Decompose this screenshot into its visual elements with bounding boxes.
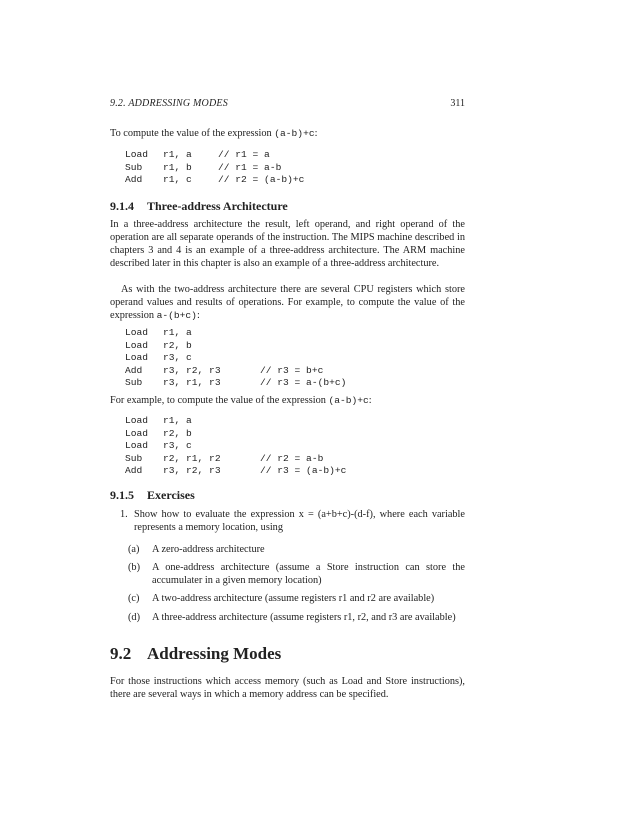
paragraph-example-2: [110, 394, 465, 407]
subitem-label: (a): [128, 544, 140, 556]
code-args: r3, c: [163, 352, 192, 363]
code-op: Add: [125, 174, 143, 185]
paragraph-text: As with the two-address architecture there are several CPU registers which store operand values and results of operations. For example, to compute the value of the expression: [110, 284, 465, 322]
subitem-text: A three-address architecture (assume registers r1, r2, and r3 are available): [152, 611, 456, 623]
exercise-subitem: [110, 561, 465, 587]
code-op: Load: [125, 327, 149, 338]
code-args: r2, b: [163, 339, 192, 351]
code-args: r3, c: [163, 440, 192, 451]
section-heading-9-1-5: [110, 488, 195, 503]
code-args: r1, a: [163, 149, 192, 160]
code-op: Load: [125, 427, 149, 439]
section-number: 9.1.5: [110, 488, 134, 502]
code-op: Load: [125, 339, 149, 351]
intro-expression: (a-b)+c: [274, 128, 315, 139]
exercise-subitem: [110, 592, 465, 605]
code-comment: // r3 = (a-b)+c: [260, 465, 347, 476]
code-comment: // r1 = a: [218, 149, 270, 160]
code-op: Load: [125, 352, 149, 363]
exercise-subitem: [110, 611, 465, 624]
paragraph-addressing-modes: For those instructions which access memory (such as Load and Store instructions), there are several ways in which a memory address can be specified.: [110, 676, 465, 701]
code-op: Sub: [125, 452, 143, 464]
intro-text: To compute the value of the expression: [110, 128, 275, 139]
subitem-text: A one-address architecture (assume a Store instruction can store the accumulater in a given memory location): [152, 562, 465, 587]
subitem-label: (d): [128, 611, 141, 623]
code-comment: // r1 = a-b: [218, 161, 282, 173]
exercise-number: 1.: [120, 509, 128, 520]
subitem-text: A zero-address architecture: [152, 544, 265, 556]
section-heading-9-1-4: [110, 199, 288, 214]
section-number: 9.1.4: [110, 199, 134, 213]
code-comment: // r2 = a-b: [260, 452, 324, 464]
intro-colon: :: [314, 128, 318, 139]
paragraph-text: For example, to compute the value of the expression: [110, 395, 329, 406]
paragraph-colon: :: [196, 310, 200, 322]
code-op: Load: [125, 149, 149, 160]
code-args: r1, a: [163, 415, 192, 426]
code-op: Sub: [125, 377, 143, 388]
code-args: r3, r1, r3: [163, 377, 221, 388]
section-title: Addressing Modes: [147, 644, 282, 663]
intro-paragraph: [110, 127, 465, 140]
section-title: Exercises: [147, 488, 195, 502]
code-args: r1, a: [163, 327, 192, 338]
exercise-subitem: [110, 543, 465, 556]
page-number: 311: [450, 98, 465, 109]
section-number: 9.2: [110, 644, 132, 663]
code-comment: // r2 = (a-b)+c: [218, 174, 305, 185]
subitem-text: A two-address architecture (assume registers r1 and r2 are available): [152, 593, 435, 605]
code-comment: // r3 = a-(b+c): [260, 377, 347, 388]
subitem-label: (c): [128, 593, 140, 605]
code-args: r2, r1, r2: [163, 452, 221, 464]
code-args: r3, r2, r3: [163, 364, 221, 376]
paragraph-colon: :: [368, 395, 372, 406]
section-heading-9-2: [110, 644, 281, 664]
header-section-title: 9.2. ADDRESSING MODES: [110, 98, 228, 109]
code-op: Load: [125, 440, 149, 451]
exercise-item: [110, 508, 465, 534]
code-args: r3, r2, r3: [163, 465, 221, 476]
code-op: Add: [125, 465, 143, 476]
exercise-list: [110, 508, 465, 624]
code-args: r2, b: [163, 427, 192, 439]
section-title: Three-address Architecture: [147, 199, 288, 213]
exercise-text: Show how to evaluate the expression x = (a+b+c)-(d-f), where each variable represents a memory location, using: [134, 509, 465, 534]
paragraph-expression: a-(b+c): [156, 310, 197, 322]
code-op: Load: [125, 415, 149, 426]
subitem-label: (b): [128, 562, 141, 574]
code-args: r1, c: [163, 174, 192, 185]
paragraph-expression: (a-b)+c: [328, 395, 369, 406]
code-args: r1, b: [163, 161, 192, 173]
running-header: [110, 98, 465, 112]
paragraph-three-address-intro: In a three-address architecture the result, left operand, and right operand of the operation are all separate operands of the instruction. The MIPS machine described in chapters 3 and 4 is an example of a three-address architecture. The ARM machine described later in this chapter is also an example of a three-address architecture.: [110, 219, 465, 270]
code-op: Add: [125, 364, 143, 376]
paragraph-registers: [110, 283, 465, 322]
code-op: Sub: [125, 161, 143, 173]
code-comment: // r3 = b+c: [260, 364, 324, 376]
